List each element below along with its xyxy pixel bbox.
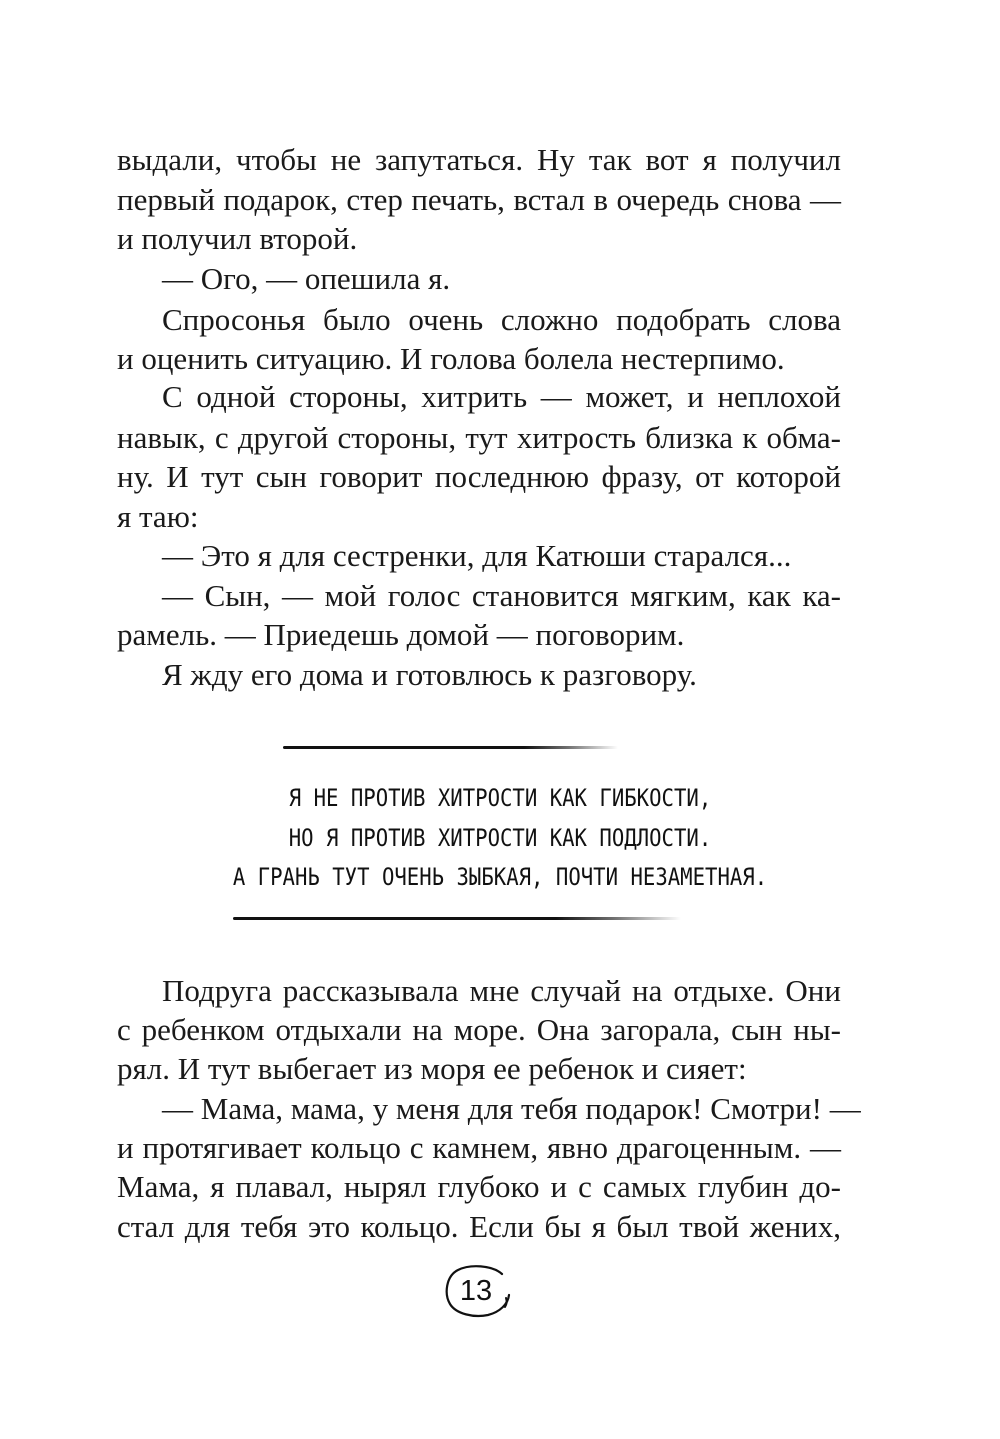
- text-line: Я жду его дома и готовлюсь к разговору.: [162, 657, 697, 692]
- text-line: рял. И тут выбегает из моря ее ребенок и сияет:: [117, 1051, 747, 1086]
- text-line: первый подарок, стер печать, встал в очередь снова —: [117, 182, 841, 217]
- text-line: навык, с другой стороны, тут хитрость близка к обма-: [117, 420, 841, 455]
- callout-line: НО Я ПРОТИВ ХИТРОСТИ КАК ПОДЛОСТИ.: [288, 824, 712, 852]
- page-number: [440, 1262, 516, 1320]
- text-line: Подруга рассказывала мне случай на отдыхе. Они: [162, 973, 841, 1008]
- text-line: с ребенком отдыхали на море. Она загорала, сын ны-: [117, 1012, 841, 1047]
- text-line: и получил второй.: [117, 221, 358, 256]
- text-line: и оценить ситуацию. И голова болела нестерпимо.: [117, 341, 785, 376]
- text-line: я таю:: [117, 499, 199, 534]
- text-line: стал для тебя это кольцо. Если бы я был твой жених,: [117, 1209, 841, 1244]
- text-line: — Это я для сестренки, для Катюши старался...: [162, 538, 792, 573]
- text-line: С одной стороны, хитрить — может, и неплохой: [162, 379, 841, 414]
- text-line: — Сын, — мой голос становится мягким, как ка-: [162, 578, 841, 613]
- text-line: — Мама, мама, у меня для тебя подарок! Смотри! —: [162, 1091, 861, 1126]
- text-line: — Ого, — опешила я.: [162, 261, 451, 296]
- page-number-text: 13: [459, 1275, 493, 1307]
- callout-line: А ГРАНЬ ТУТ ОЧЕНЬ ЗЫБКАЯ, ПОЧТИ НЕЗАМЕТНАЯ.: [232, 863, 768, 891]
- text-line: Спросонья было очень сложно подобрать слова: [162, 302, 841, 337]
- text-line: и протягивает кольцо с камнем, явно драгоценным. —: [117, 1130, 841, 1165]
- text-line: ну. И тут сын говорит последнюю фразу, от которой: [117, 459, 841, 494]
- callout-bottom-rule: [233, 917, 681, 920]
- text-line: выдали, чтобы не запутаться. Ну так вот я получил: [117, 142, 841, 177]
- callout-top-rule: [283, 746, 618, 749]
- callout-line: Я НЕ ПРОТИВ ХИТРОСТИ КАК ГИБКОСТИ,: [288, 784, 712, 812]
- text-line: рамель. — Приедешь домой — поговорим.: [117, 617, 685, 652]
- text-line: Мама, я плавал, нырял глубоко и с самых глубин до-: [117, 1169, 841, 1204]
